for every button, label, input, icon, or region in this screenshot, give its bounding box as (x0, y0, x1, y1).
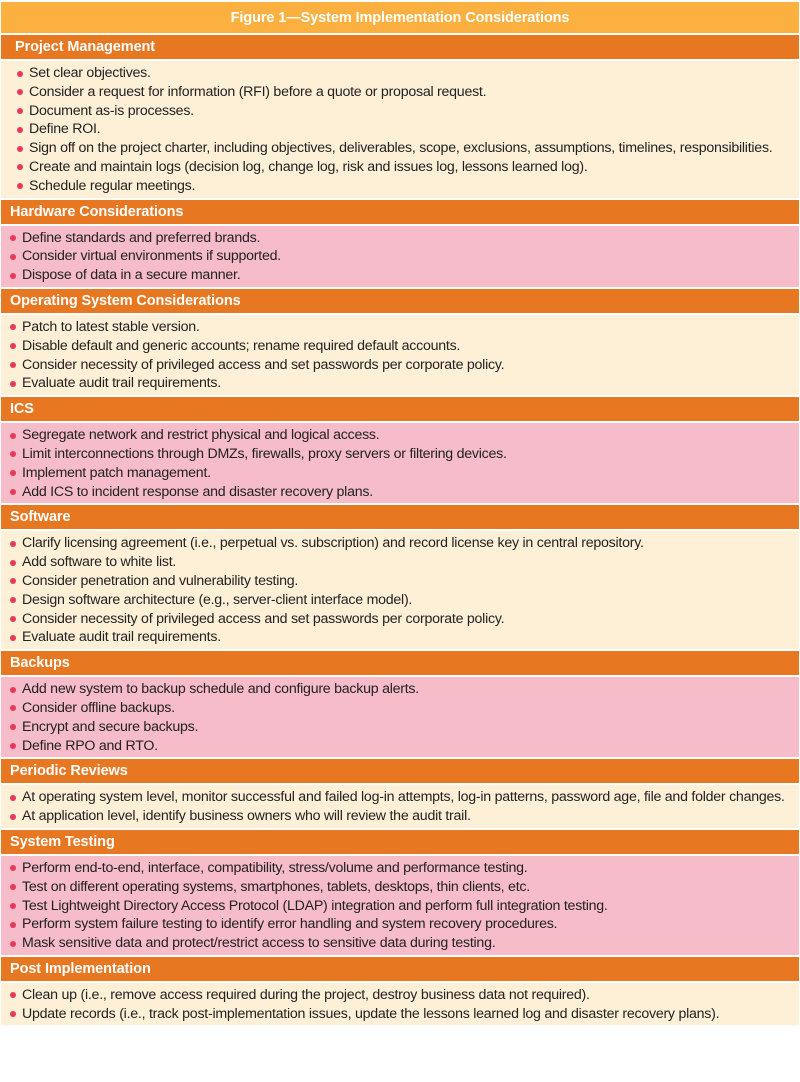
list-item (10, 483, 793, 502)
list-item-text: Define ROI. (29, 121, 101, 138)
bullet-icon (10, 254, 16, 260)
bullet-icon (17, 164, 23, 170)
list-item (10, 591, 793, 610)
list-item-text: Sign off on the project charter, including objectives, deliverables, scope, exclusions, assumptions, timelines, responsibilities. (29, 140, 773, 157)
bullet-icon (10, 941, 16, 947)
list-item (17, 139, 793, 158)
list-item (10, 534, 793, 553)
list-item (10, 897, 793, 916)
bullet-icon (10, 235, 16, 241)
list-item-text: Patch to latest stable version. (22, 318, 200, 335)
list-item-text: Set clear objectives. (29, 65, 151, 81)
list-item (10, 247, 793, 266)
bullet-icon (10, 922, 16, 928)
list-item (17, 102, 793, 121)
list-item-text: Schedule regular meetings. (29, 177, 196, 194)
list-item-text: Consider offline backups. (22, 699, 175, 716)
list-item (10, 878, 793, 897)
list-item-text: Design software architecture (e.g., server-client interface model). (22, 591, 413, 608)
section-heading: Backups (1, 651, 799, 675)
bullet-icon (10, 578, 16, 584)
section-body (1, 677, 799, 757)
list-item-text: Add ICS to incident response and disaster recovery plans. (22, 483, 373, 500)
list-item (10, 426, 793, 445)
section-heading: Hardware Considerations (1, 200, 799, 224)
list-item-text: Mask sensitive data and protect/restrict access to sensitive data during testing. (22, 935, 496, 952)
section-operating-system-considerations (1, 289, 799, 395)
list-item (10, 737, 793, 756)
list-item-text: Encrypt and secure backups. (22, 718, 199, 735)
section-software (1, 505, 799, 649)
list-item (10, 699, 793, 718)
list-item (10, 374, 793, 393)
bullet-icon (10, 324, 16, 330)
section-periodic-reviews (1, 759, 799, 828)
section-body (1, 785, 799, 828)
section-heading: Post Implementation (1, 957, 799, 981)
list-item-text: Define standards and preferred brands. (22, 229, 261, 246)
section-post-implementation (1, 957, 799, 1026)
bullet-icon (10, 489, 16, 495)
list-item (17, 64, 793, 83)
bullet-icon (10, 724, 16, 730)
list-item-text: Test Lightweight Directory Access Protocol (LDAP) integration and perform full integration testing. (22, 897, 608, 914)
section-body (1, 531, 799, 649)
bullet-icon (10, 597, 16, 603)
bullet-icon (17, 89, 23, 95)
figure-title: Figure 1—System Implementation Considerations (1, 2, 799, 33)
bullet-icon (10, 381, 16, 387)
list-item-text: Consider a request for information (RFI) before a quote or proposal request. (29, 83, 487, 100)
bullet-icon (10, 273, 16, 279)
list-item-text: At application level, identify business owners who will review the audit trail. (22, 808, 471, 825)
section-heading: ICS (1, 397, 799, 421)
bullet-icon (17, 183, 23, 189)
list-item-text: Limit interconnections through DMZs, firewalls, proxy servers or filtering devices. (22, 445, 507, 462)
list-item-text: Consider penetration and vulnerability testing. (22, 572, 299, 589)
sections-container (1, 35, 799, 1025)
list-item (17, 177, 793, 196)
list-item (10, 859, 793, 878)
list-item (10, 986, 793, 1005)
list-item-text: Dispose of data in a secure manner. (22, 267, 241, 284)
list-item-text: Implement patch management. (22, 464, 211, 481)
list-item-text: Evaluate audit trail requirements. (22, 629, 221, 646)
list-item (17, 158, 793, 177)
list-item (10, 934, 793, 953)
section-heading: Periodic Reviews (1, 759, 799, 783)
bullet-icon (10, 616, 16, 622)
list-item (10, 356, 793, 375)
list-item-text: Consider necessity of privileged access and set passwords per corporate policy. (22, 356, 505, 373)
bullet-icon (10, 814, 16, 820)
bullet-icon (17, 146, 23, 152)
bullet-icon (17, 71, 23, 77)
section-body (1, 856, 799, 955)
bullet-icon (10, 635, 16, 641)
section-body (1, 983, 799, 1026)
bullet-icon (10, 560, 16, 566)
bullet-icon (10, 687, 16, 693)
list-item (10, 572, 793, 591)
list-item-text: Test on different operating systems, smartphones, tablets, desktops, thin clients, etc. (22, 878, 530, 895)
list-item-text: Evaluate audit trail requirements. (22, 375, 221, 392)
bullet-icon (10, 362, 16, 368)
list-item-text: Consider necessity of privileged access and set passwords per corporate policy. (22, 610, 505, 627)
list-item (10, 610, 793, 629)
list-item-text: Clean up (i.e., remove access required during the project, destroy business data not required). (22, 986, 590, 1003)
list-item-text: At operating system level, monitor successful and failed log-in attempts, log-in patterns, password age, file and folder changes. (22, 789, 785, 806)
list-item-text: Define RPO and RTO. (22, 737, 158, 754)
bullet-icon (10, 903, 16, 909)
bullet-icon (10, 470, 16, 476)
list-item-text: Clarify licensing agreement (i.e., perpetual vs. subscription) and record license key in central repository. (22, 535, 644, 552)
bullet-icon (10, 795, 16, 801)
bullet-icon (10, 992, 16, 998)
section-heading: System Testing (1, 830, 799, 854)
list-item (10, 337, 793, 356)
section-ics (1, 397, 799, 503)
list-item (10, 229, 793, 248)
list-item (10, 915, 793, 934)
bullet-icon (10, 743, 16, 749)
section-hardware-considerations (1, 200, 799, 287)
list-item (10, 680, 793, 699)
list-item (10, 628, 793, 647)
section-body (1, 226, 799, 287)
bullet-icon (10, 705, 16, 711)
bullet-icon (10, 1011, 16, 1017)
list-item-text: Consider virtual environments if supported. (22, 248, 281, 265)
list-item-text: Update records (i.e., track post-implementation issues, update the lessons learned log and disaster recovery plans). (22, 1005, 720, 1022)
list-item (17, 120, 793, 139)
list-item-text: Add new system to backup schedule and configure backup alerts. (22, 681, 419, 698)
list-item-text: Add software to white list. (22, 554, 177, 571)
bullet-icon (17, 108, 23, 114)
bullet-icon (17, 127, 23, 133)
section-heading: Project Management (1, 35, 799, 59)
bullet-icon (10, 865, 16, 871)
list-item (10, 553, 793, 572)
bullet-icon (10, 884, 16, 890)
bullet-icon (10, 451, 16, 457)
list-item (10, 807, 793, 826)
list-item-text: Disable default and generic accounts; rename required default accounts. (22, 337, 461, 354)
list-item-text: Perform system failure testing to identify error handling and system recovery procedures. (22, 916, 558, 933)
section-body (1, 61, 799, 198)
list-item (10, 718, 793, 737)
section-body (1, 423, 799, 503)
section-system-testing (1, 830, 799, 955)
bullet-icon (10, 433, 16, 439)
section-project-management (1, 35, 799, 198)
list-item-text: Create and maintain logs (decision log, change log, risk and issues log, lessons learned log). (29, 158, 588, 175)
list-item (10, 788, 793, 807)
section-heading: Operating System Considerations (1, 289, 799, 313)
list-item (17, 83, 793, 102)
list-item (10, 445, 793, 464)
list-item (10, 1005, 793, 1024)
bullet-icon (10, 343, 16, 349)
list-item-text: Segregate network and restrict physical and logical access. (22, 427, 380, 444)
section-heading: Software (1, 505, 799, 529)
section-body (1, 315, 799, 395)
list-item-text: Document as-is processes. (29, 102, 194, 119)
list-item (10, 266, 793, 285)
bullet-icon (10, 541, 16, 547)
list-item (10, 318, 793, 337)
section-backups (1, 651, 799, 757)
list-item (10, 464, 793, 483)
list-item-text: Perform end-to-end, interface, compatibility, stress/volume and performance testing. (22, 859, 528, 876)
